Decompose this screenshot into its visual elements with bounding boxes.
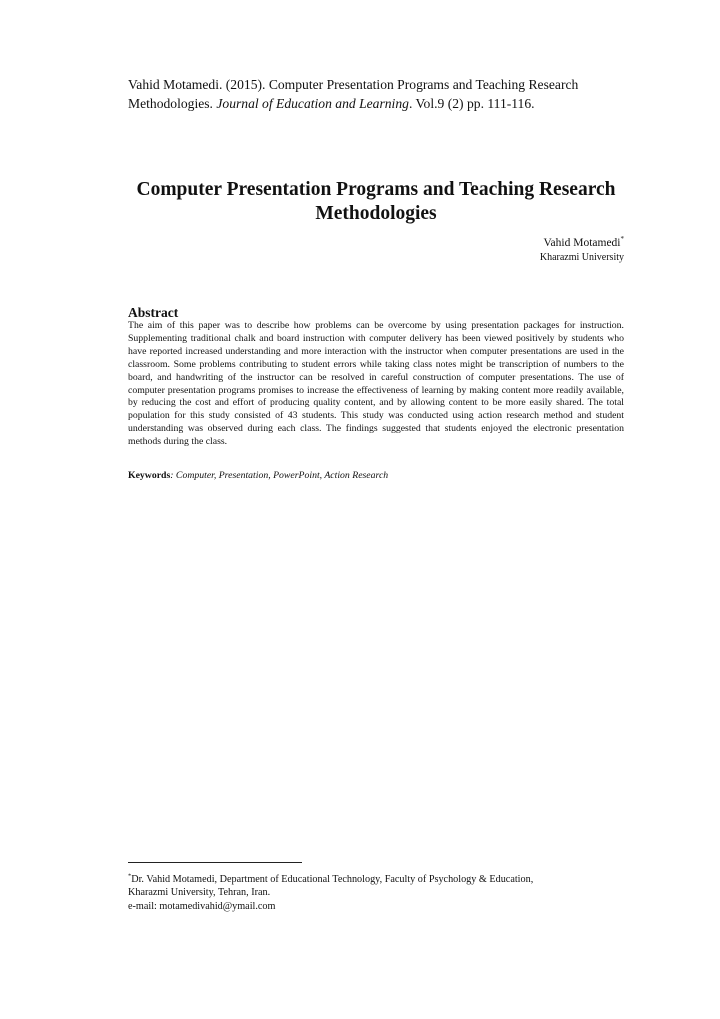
keywords-label: Keywords	[128, 470, 171, 481]
keywords-line	[128, 469, 624, 482]
footnote-mark: *	[128, 872, 132, 880]
author-block	[540, 236, 624, 265]
paper-title-line1: Computer Presentation Programs and Teaching Research	[136, 179, 616, 200]
author-footnote-mark: *	[620, 235, 624, 244]
citation-suffix: . Vol.9 (2) pp. 111-116.	[408, 96, 535, 111]
footnote-email: e-mail: motamedivahid@ymail.com	[128, 900, 276, 912]
citation-prefix: Vahid Motamedi. (2015). Computer Presentation Programs and Teaching Research Methodologies.	[128, 77, 579, 111]
keywords-values: : Computer, Presentation, PowerPoint, Action Research	[170, 470, 389, 481]
paper-title-line2: Methodologies	[315, 203, 437, 224]
author-affiliation: Kharazmi University	[539, 252, 624, 263]
footnote-line1-text: Dr. Vahid Motamedi, Department of Educational Technology, Faculty of Psychology & Education,	[131, 874, 534, 885]
footnote-line2: Kharazmi University, Tehran, Iran.	[128, 887, 271, 899]
paper-title	[100, 178, 652, 226]
abstract-heading: Abstract	[128, 305, 179, 320]
footnote	[128, 873, 628, 913]
citation-header	[128, 75, 628, 113]
citation-journal: Journal of Education and Learning	[216, 96, 409, 111]
footnote-divider	[128, 862, 302, 863]
abstract-body: The aim of this paper was to describe how problems can be overcome by using presentation packages for instruction. Supplementing traditional chalk and board instruction with computer delivery has been viewed positively by students who have reported increased understanding and more interaction with the instructor when computer presentations are used in the classroom. Some problems contributing to student errors while taking class notes might be transcription of numbers to the board, and handwriting of the instructor can be resolved in careful construction of computer presentations. The use of computer presentation programs promises to increase the effectiveness of learning by making content more readily available, by reducing the cost and effort of producing quality content, and by allowing content to be more easily shared. The total population for this study consisted of 43 students. This study was conducted using action research method and student understanding was observed during each class. The findings suggested that students enjoyed the electronic presentation methods during the class.	[128, 320, 624, 448]
footnote-line1	[128, 873, 628, 886]
author-name-text: Vahid Motamedi	[543, 237, 621, 249]
author-name	[540, 236, 624, 250]
